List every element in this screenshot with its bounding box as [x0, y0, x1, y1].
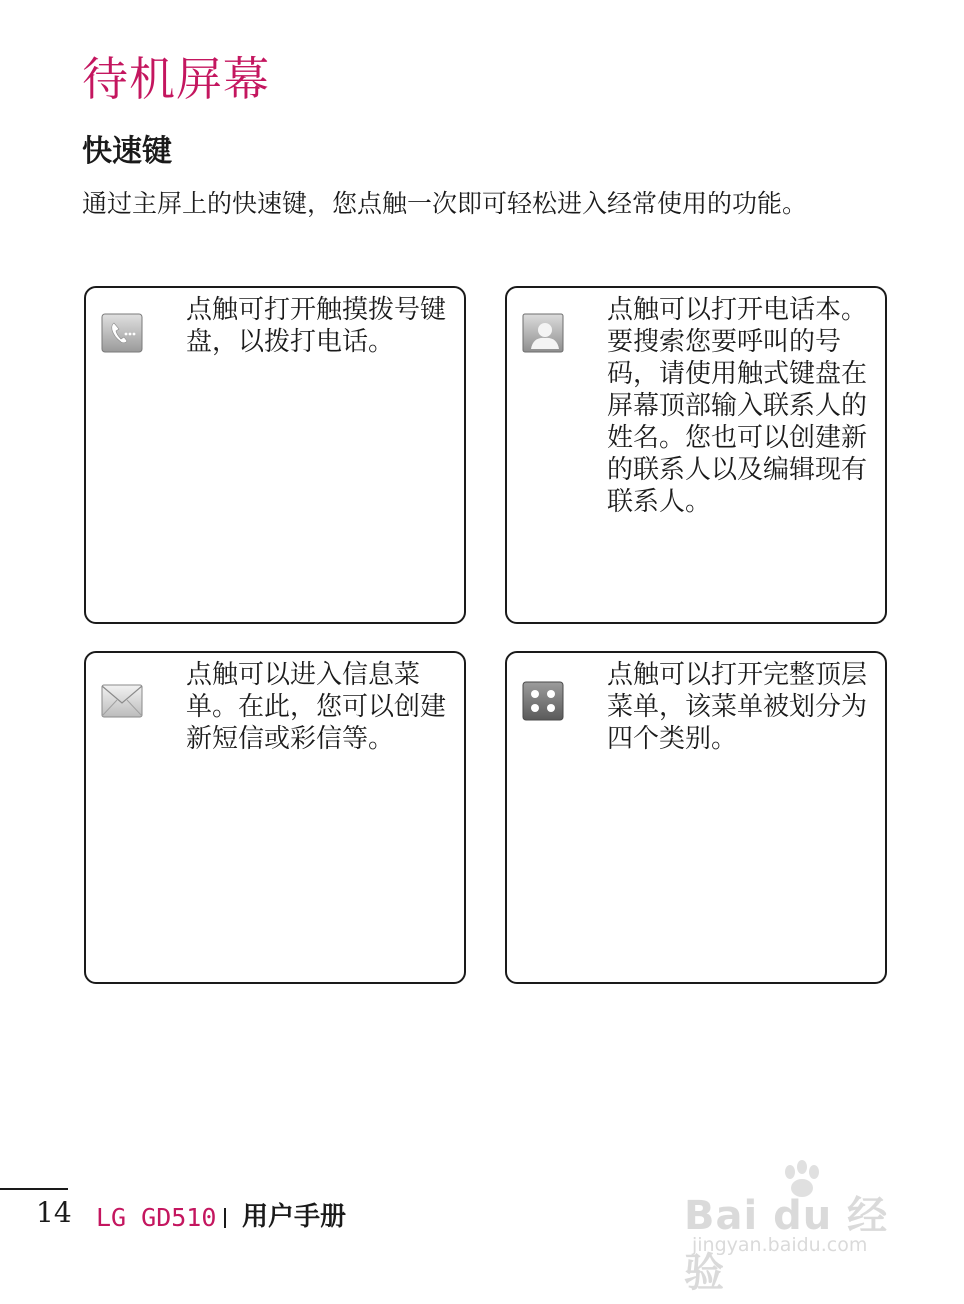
card-description: 点触可以打开完整顶层菜单，该菜单被划分为四个类别。	[607, 660, 868, 754]
contacts-icon	[522, 313, 564, 353]
envelope-icon	[101, 681, 143, 721]
footer-rule	[0, 1188, 68, 1190]
shortcut-card-messaging	[84, 651, 466, 984]
card-description: 点触可打开触摸拨号键盘，以拨打电话。	[186, 295, 447, 357]
shortcut-card-menu	[505, 651, 887, 984]
card-description: 点触可以打开电话本。要搜索您要呼叫的号码，请使用触式键盘在屏幕顶部输入联系人的姓名。您也可以创建新的联系人以及编辑现有联系人。	[607, 295, 868, 517]
footer-manual: 用户手册	[242, 1202, 347, 1232]
shortcut-card-dialer	[84, 286, 466, 624]
page-title: 待机屏幕	[82, 52, 270, 106]
watermark-url: jingyan.baidu.com	[692, 1234, 868, 1256]
baidu-watermark	[684, 1160, 914, 1296]
footer-separator	[224, 1208, 226, 1228]
section-heading: 快速键	[82, 134, 172, 169]
footer-model: LG GD510	[96, 1203, 217, 1232]
intro-paragraph: 通过主屏上的快速键，您点触一次即可轻松进入经常使用的功能。	[82, 189, 808, 218]
shortcut-card-contacts	[505, 286, 887, 624]
card-description: 点触可以进入信息菜单。在此，您可以创建新短信或彩信等。	[186, 660, 447, 754]
menu-grid-icon	[522, 681, 564, 721]
watermark-logo: Bai du 经验	[684, 1193, 889, 1296]
phone-dialer-icon	[101, 313, 143, 353]
page-number: 14	[36, 1196, 72, 1229]
